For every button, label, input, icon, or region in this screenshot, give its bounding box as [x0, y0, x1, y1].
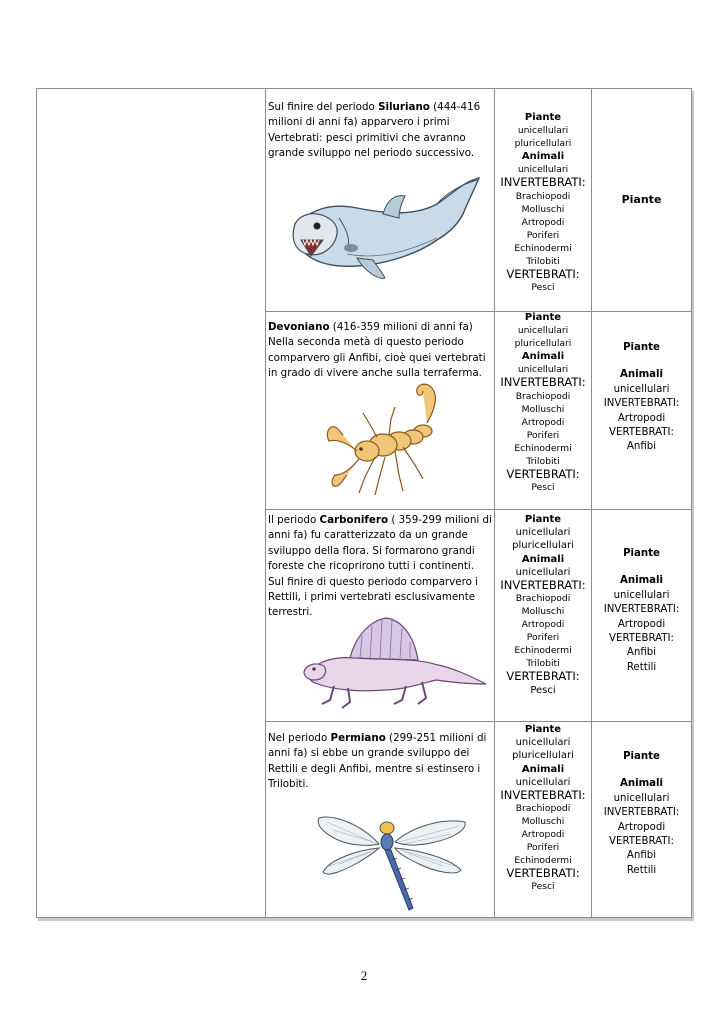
page-number: 2 — [360, 968, 368, 983]
column-divider — [265, 89, 266, 917]
organism-list: Piante unicellulari pluricellulari Animali unicellulari INVERTEBRATI: Brachiopodi Molluschi Artropodi Poriferi Echinodermi Trilobiti VERTEBRATI: Pesci — [500, 312, 586, 494]
row-description: Nel periodo Permiano (299-251 milioni di anni fa) si ebbe un grande sviluppo dei Rettili e degli Anfibi, mentre si estinsero i Trilobiti. — [268, 732, 487, 791]
row-description: Devoniano (416-359 milioni di anni fa) Nella seconda metà di questo periodo comparvero gli Anfibi, cioè quei vertebrati in grado di vivere anche sulla terraferma. — [268, 321, 486, 380]
row-description: Sul finire del periodo Siluriano (444-416 milioni di anni fa) apparvero i primi Vertebrati: pesci primitivi che avranno grande sviluppo nel periodo successivo. — [268, 101, 481, 160]
land-life-list: Piante Animali unicellulari INVERTEBRATI: Artropodi VERTEBRATI: Anfibi — [603, 342, 680, 453]
row-divider — [265, 509, 691, 510]
organism-list: Piante unicellulari pluricellulari Animali unicellulari INVERTEBRATI: Brachiopodi Molluschi Artropodi Poriferi Echinodermi VERTEBRATI: Pesci — [500, 724, 586, 893]
dragonfly-illustration — [313, 814, 473, 914]
dimetrodon-illustration — [290, 614, 490, 714]
row-divider — [265, 721, 691, 722]
organism-list: Piante unicellulari pluricellulari Animali unicellulari INVERTEBRATI: Brachiopodi Molluschi Artropodi Poriferi Echinodermi Trilobiti VERTEBRATI: Pesci — [500, 112, 586, 294]
row-divider — [265, 311, 691, 312]
land-life-list: Piante Animali unicellulari INVERTEBRATI: Artropodi VERTEBRATI: Anfibi Rettili — [603, 751, 680, 876]
dunkleosteus-fish-illustration — [287, 174, 487, 289]
organism-list: Piante unicellulari pluricellulari Animali unicellulari INVERTEBRATI: Brachiopodi Molluschi Artropodi Poriferi Echinodermi Trilobiti VERTEBRATI: Pesci — [500, 514, 586, 696]
land-life-list: Piante — [621, 193, 662, 206]
row-description: Il periodo Carbonifero ( 359-299 milioni di anni fa) fu caratterizzato da un grande sviluppo della flora. Si formarono grandi foreste che ricoprirono tutti i continenti. Sul finire di questo periodo comparvero i Rettili, i primi vertebrati esclusivamente terrestri. — [268, 514, 492, 619]
land-life-list: Piante Animali unicellulari INVERTEBRATI: Artropodi VERTEBRATI: Anfibi Rettili — [603, 548, 680, 673]
period-table — [36, 88, 692, 918]
scorpion-illustration — [315, 379, 465, 497]
